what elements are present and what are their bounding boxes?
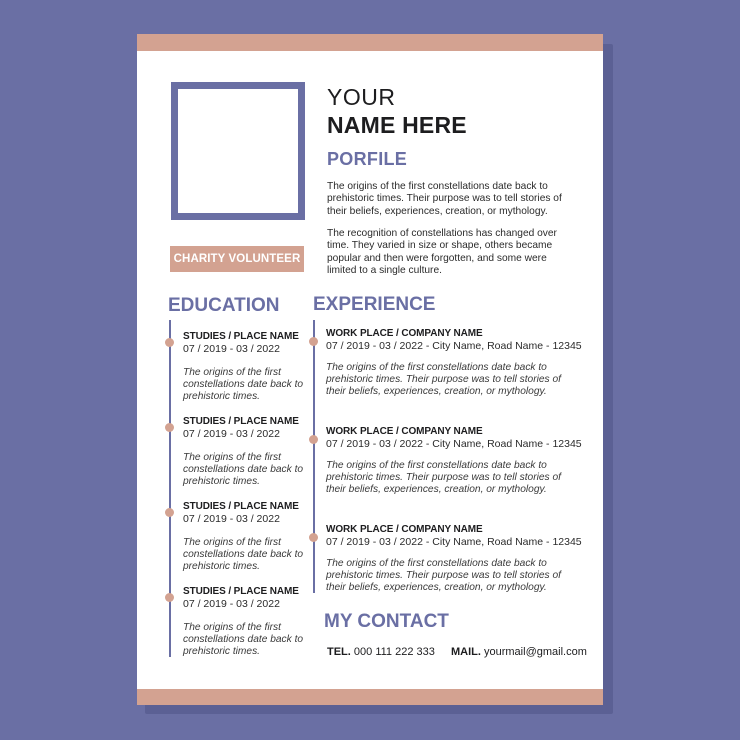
experience-date: 07 / 2019 - 03 / 2022 - City Name, Road Name - 12345 [326,536,582,548]
role-tag: CHARITY VOLUNTEER [170,246,304,272]
timeline-dot [165,508,174,517]
experience-item [326,328,581,398]
resume-page [137,34,603,705]
experience-title: WORK PLACE / COMPANY NAME [326,426,483,437]
profile-paragraph-1: The origins of the first constellations date back to prehistoric times. Their purpose was to tell stories of their beliefs, experiences, creation, or mythology. [327,181,562,217]
profile-paragraph-2: The recognition of constellations has changed over time. They varied in size or shape, others became popular and then were forgotten, and some were limited to a single culture. [327,228,557,276]
education-item [183,586,308,658]
contact-row [327,646,587,658]
mail-value: yourmail@gmail.com [484,646,587,658]
experience-timeline [313,320,315,593]
experience-item [326,426,581,496]
mail-label: MAIL. [450,646,481,658]
timeline-dot [165,423,174,432]
tel-label: TEL. [327,646,351,658]
experience-desc: The origins of the first constellations date back to prehistoric times. Their purpose was to tell stories of their beliefs, experiences, creation, or mythology. [326,460,561,495]
education-title: STUDIES / PLACE NAME [183,416,299,427]
tel-value: 000 111 222 333 [353,646,435,658]
timeline-dot [165,338,174,347]
experience-date: 07 / 2019 - 03 / 2022 - City Name, Road Name - 12345 [326,340,582,352]
education-item [183,331,308,403]
experience-item [326,524,581,594]
education-item [183,416,308,488]
education-date: 07 / 2019 - 03 / 2022 [183,598,280,610]
experience-title: WORK PLACE / COMPANY NAME [326,328,483,339]
education-title: STUDIES / PLACE NAME [183,501,299,512]
timeline-dot [309,533,318,542]
education-desc: The origins of the first constellations date back to prehistoric times. [183,537,304,572]
contact-heading: MY CONTACT [324,611,449,632]
education-date: 07 / 2019 - 03 / 2022 [183,343,280,355]
name-line-2: NAME HERE [327,112,467,138]
timeline-dot [309,337,318,346]
top-accent-band [137,34,603,51]
name-line-1: YOUR [327,84,396,110]
bottom-accent-band [137,689,603,705]
experience-desc: The origins of the first constellations date back to prehistoric times. Their purpose was to tell stories of their beliefs, experiences, creation, or mythology. [326,558,561,593]
experience-heading: EXPERIENCE [313,294,436,315]
education-date: 07 / 2019 - 03 / 2022 [183,428,280,440]
profile-heading: PORFILE [327,149,408,169]
timeline-dot [309,435,318,444]
experience-desc: The origins of the first constellations date back to prehistoric times. Their purpose was to tell stories of their beliefs, experiences, creation, or mythology. [326,362,561,397]
education-desc: The origins of the first constellations date back to prehistoric times. [183,367,304,402]
timeline-dot [165,593,174,602]
education-timeline [169,320,171,657]
education-date: 07 / 2019 - 03 / 2022 [183,513,280,525]
education-desc: The origins of the first constellations date back to prehistoric times. [183,622,304,657]
experience-title: WORK PLACE / COMPANY NAME [326,524,483,535]
education-title: STUDIES / PLACE NAME [183,331,299,342]
education-title: STUDIES / PLACE NAME [183,586,299,597]
experience-date: 07 / 2019 - 03 / 2022 - City Name, Road Name - 12345 [326,438,582,450]
education-item [183,501,308,573]
photo-placeholder [171,82,305,220]
education-heading: EDUCATION [168,295,280,316]
education-desc: The origins of the first constellations date back to prehistoric times. [183,452,304,487]
